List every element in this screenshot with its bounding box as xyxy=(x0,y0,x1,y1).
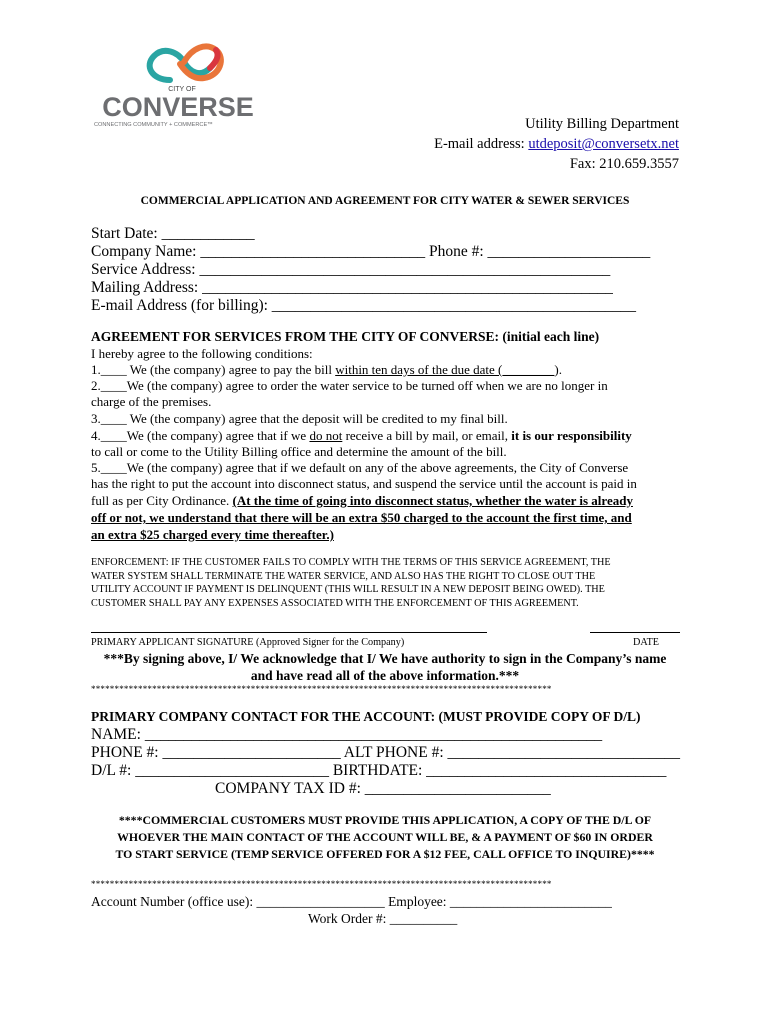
form-title: COMMERCIAL APPLICATION AND AGREEMENT FOR CITY WATER & SEWER SERVICES xyxy=(140,195,630,207)
contact-dl-field[interactable]: D/L #: _________________________ BIRTHDATE: _______________________________ xyxy=(91,762,667,779)
star-divider-1: ************************************************************************************************** xyxy=(91,684,552,694)
agreement-item-5-cont: has the right to put the account into disconnect status, and suspend the service until the account is paid in xyxy=(91,476,637,491)
agreement-item-4-cont: to call or come to the Utility Billing office and determine the amount of the bill. xyxy=(91,444,507,459)
start-date-field[interactable]: Start Date: ____________ xyxy=(91,225,255,242)
service-address-field[interactable]: Service Address: _____________________________________________________ xyxy=(91,261,611,278)
signature-line[interactable] xyxy=(91,632,487,633)
department-name: Utility Billing Department xyxy=(525,116,679,132)
agreement-penalty-line-3: an extra $25 charged every time thereafter.) xyxy=(91,527,334,542)
fax-line: Fax: 210.659.3557 xyxy=(569,156,679,172)
date-label: DATE xyxy=(633,637,660,648)
agreement-item-1[interactable]: 1.____ We (the company) agree to pay the bill within ten days of the due date (________). xyxy=(91,362,562,377)
agreement-intro: I hereby agree to the following conditions: xyxy=(91,346,313,361)
mailing-address-field[interactable]: Mailing Address: _____________________________________________________ xyxy=(91,279,613,296)
contact-name-field[interactable]: NAME: ___________________________________________________________ xyxy=(91,726,603,743)
email-billing-field[interactable]: E-mail Address (for billing): _______________________________________________ xyxy=(91,297,637,314)
signature-label: PRIMARY APPLICANT SIGNATURE (Approved Signer for the Company) xyxy=(91,637,405,648)
email-link[interactable]: utdeposit@conversetx.net xyxy=(528,136,679,152)
agreement-item-2-cont: charge of the premises. xyxy=(91,394,212,409)
star-divider-2: ************************************************************************************************** xyxy=(91,879,552,889)
enforcement-text: ENFORCEMENT: IF THE CUSTOMER FAILS TO COMPLY WITH THE TERMS OF THIS SERVICE AGREEMENT, THE WATER SYSTEM SHALL TERMINATE THE WATER SERVICE, AND ALSO HAS THE RIGHT TO CLOSE OUT THE UTILITY ACCOUNT IF PAYMENT IS DELINQUENT (THIS WILL RESULT IN A NEW DEPOSIT BEING OWED). THE CUSTOMER SHALL PAY ANY EXPENSES ASSOCIATED WITH THE ENFORCEMENT OF THIS AGREEMENT. xyxy=(91,557,611,609)
agreement-item-5-cont2: full as per City Ordinance. (At the time of going into disconnect status, whether the water is already xyxy=(91,493,633,508)
work-order-line[interactable]: Work Order #: __________ xyxy=(308,911,458,926)
date-line[interactable] xyxy=(590,632,680,633)
email-line xyxy=(434,134,679,154)
agreement-item-3[interactable]: 3.____ We (the company) agree that the deposit will be credited to my final bill. xyxy=(91,411,508,426)
logo-name: CONVERSE xyxy=(102,92,254,122)
logo-tagline: CONNECTING COMMUNITY + COMMERCE™ xyxy=(94,122,213,128)
agreement-heading: AGREEMENT FOR SERVICES FROM THE CITY OF CONVERSE: (initial each line) xyxy=(91,329,600,344)
agreement-item-4[interactable]: 4.____We (the company) agree that if we do not receive a bill by mail, or email, it is our responsibility xyxy=(91,428,632,443)
acknowledgement-line-2: and have read all of the above information.*** xyxy=(250,668,520,683)
city-of-converse-logo xyxy=(92,36,272,128)
office-account-line[interactable]: Account Number (office use): ___________________ Employee: ________________________ xyxy=(91,894,612,909)
acknowledgement-line-1: ***By signing above, I/ We acknowledge that I/ We have authority to sign in the Company’s name xyxy=(103,651,667,666)
agreement-item-2[interactable]: 2.____We (the company) agree to order the water service to be turned off when we are no longer in xyxy=(91,378,608,393)
converse-infinity-icon xyxy=(92,36,272,128)
contact-phone-field[interactable]: PHONE #: _______________________ ALT PHONE #: ______________________________ xyxy=(91,744,681,761)
company-tax-id-field[interactable]: COMPANY TAX ID #: ________________________ xyxy=(215,780,551,797)
logo-small-text: CITY OF xyxy=(168,86,196,93)
email-label: E-mail address: xyxy=(434,136,525,152)
commercial-notice: ****COMMERCIAL CUSTOMERS MUST PROVIDE THIS APPLICATION, A COPY OF THE D/L OF WHOEVER THE MAIN CONTACT OF THE ACCOUNT WILL BE, & A PAYMENT OF $60 IN ORDER TO START SERVICE (TEMP SERVICE OFFERED FOR A $12 FEE, CALL OFFICE TO INQUIRE)**** xyxy=(115,813,655,861)
contact-heading: PRIMARY COMPANY CONTACT FOR THE ACCOUNT: (MUST PROVIDE COPY OF D/L) xyxy=(91,709,641,724)
agreement-penalty-line-2: off or not, we understand that there will be an extra $50 charged to the account the first time, and xyxy=(91,510,632,525)
company-name-field[interactable]: Company Name: _____________________________ Phone #: _____________________ xyxy=(91,243,651,260)
header-block xyxy=(434,114,679,174)
agreement-item-5[interactable]: 5.____We (the company) agree that if we default on any of the above agreements, the City of Converse xyxy=(91,460,629,475)
